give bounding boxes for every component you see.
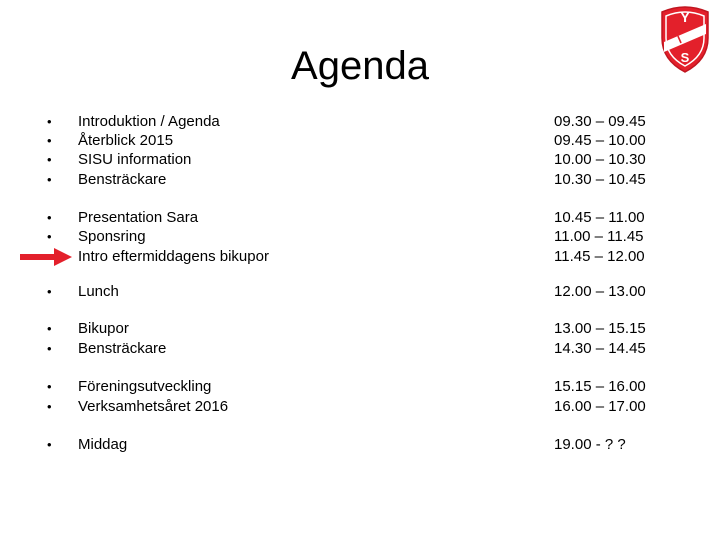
agenda-item	[0, 150, 720, 170]
agenda-item	[0, 397, 720, 417]
bullet-icon: •	[47, 341, 52, 356]
bullet-icon: •	[47, 114, 52, 129]
agenda-item-label: Sponsring	[78, 228, 146, 245]
red-arrow-icon	[20, 248, 72, 266]
bullet-icon: •	[47, 172, 52, 187]
agenda-item	[0, 208, 720, 228]
agenda-item-time: 10.30 – 10.45	[554, 171, 646, 188]
agenda-item-label: Återblick 2015	[78, 132, 174, 149]
agenda-item	[0, 435, 720, 455]
bullet-icon: •	[47, 210, 52, 225]
agenda-item-label: Föreningsutveckling	[78, 378, 212, 395]
slide-title: Agenda	[291, 44, 429, 88]
bullet-icon: •	[47, 399, 52, 414]
bullet-icon: •	[47, 437, 52, 452]
agenda-item-time: 11.00 – 11.45	[554, 228, 644, 245]
agenda-item-label: Bensträckare	[78, 171, 167, 188]
bullet-icon: •	[47, 284, 52, 299]
club-shield-logo-icon	[656, 2, 714, 74]
agenda-item	[0, 339, 720, 359]
agenda-item-time: 12.00 – 13.00	[554, 283, 646, 300]
agenda-item-time: 10.00 – 10.30	[554, 151, 646, 168]
agenda-item-time: 11.45 – 12.00	[554, 248, 645, 265]
svg-text:I: I	[675, 34, 684, 47]
agenda-item-label: Bikupor	[78, 320, 129, 337]
agenda-item-label: Verksamhetsåret 2016	[78, 398, 229, 415]
bullet-icon: •	[47, 152, 52, 167]
agenda-item-label: Intro eftermiddagens bikupor	[78, 248, 269, 265]
agenda-item-time: 19.00 - ? ?	[554, 436, 626, 453]
agenda-item-time: 13.00 – 15.15	[554, 320, 646, 337]
agenda-item-time: 15.15 – 16.00	[554, 378, 646, 395]
agenda-item	[0, 282, 720, 302]
bullet-icon: •	[47, 321, 52, 336]
agenda-item	[0, 247, 720, 267]
agenda-item-time: 09.45 – 10.00	[554, 132, 646, 149]
bullet-icon: •	[47, 379, 52, 394]
bullet-icon: •	[47, 229, 52, 244]
agenda-item	[0, 112, 720, 132]
agenda-item-label: Introduktion / Agenda	[78, 113, 220, 130]
agenda-item-time: 10.45 – 11.00	[554, 209, 645, 226]
agenda-item	[0, 170, 720, 190]
agenda-item-label: Lunch	[78, 283, 119, 300]
agenda-item-label: SISU information	[78, 151, 192, 168]
agenda-item	[0, 377, 720, 397]
agenda-item-label: Presentation Sara	[78, 209, 199, 226]
agenda-item-label: Bensträckare	[78, 340, 167, 357]
agenda-item	[0, 319, 720, 339]
agenda-item	[0, 131, 720, 151]
svg-text:Y: Y	[680, 9, 690, 25]
agenda-item-time: 14.30 – 14.45	[554, 340, 646, 357]
agenda-item	[0, 227, 720, 247]
agenda-item-time: 09.30 – 09.45	[554, 113, 646, 130]
bullet-icon: •	[47, 133, 52, 148]
agenda-item-time: 16.00 – 17.00	[554, 398, 646, 415]
svg-text:S: S	[680, 50, 690, 65]
agenda-item-label: Middag	[78, 436, 128, 453]
